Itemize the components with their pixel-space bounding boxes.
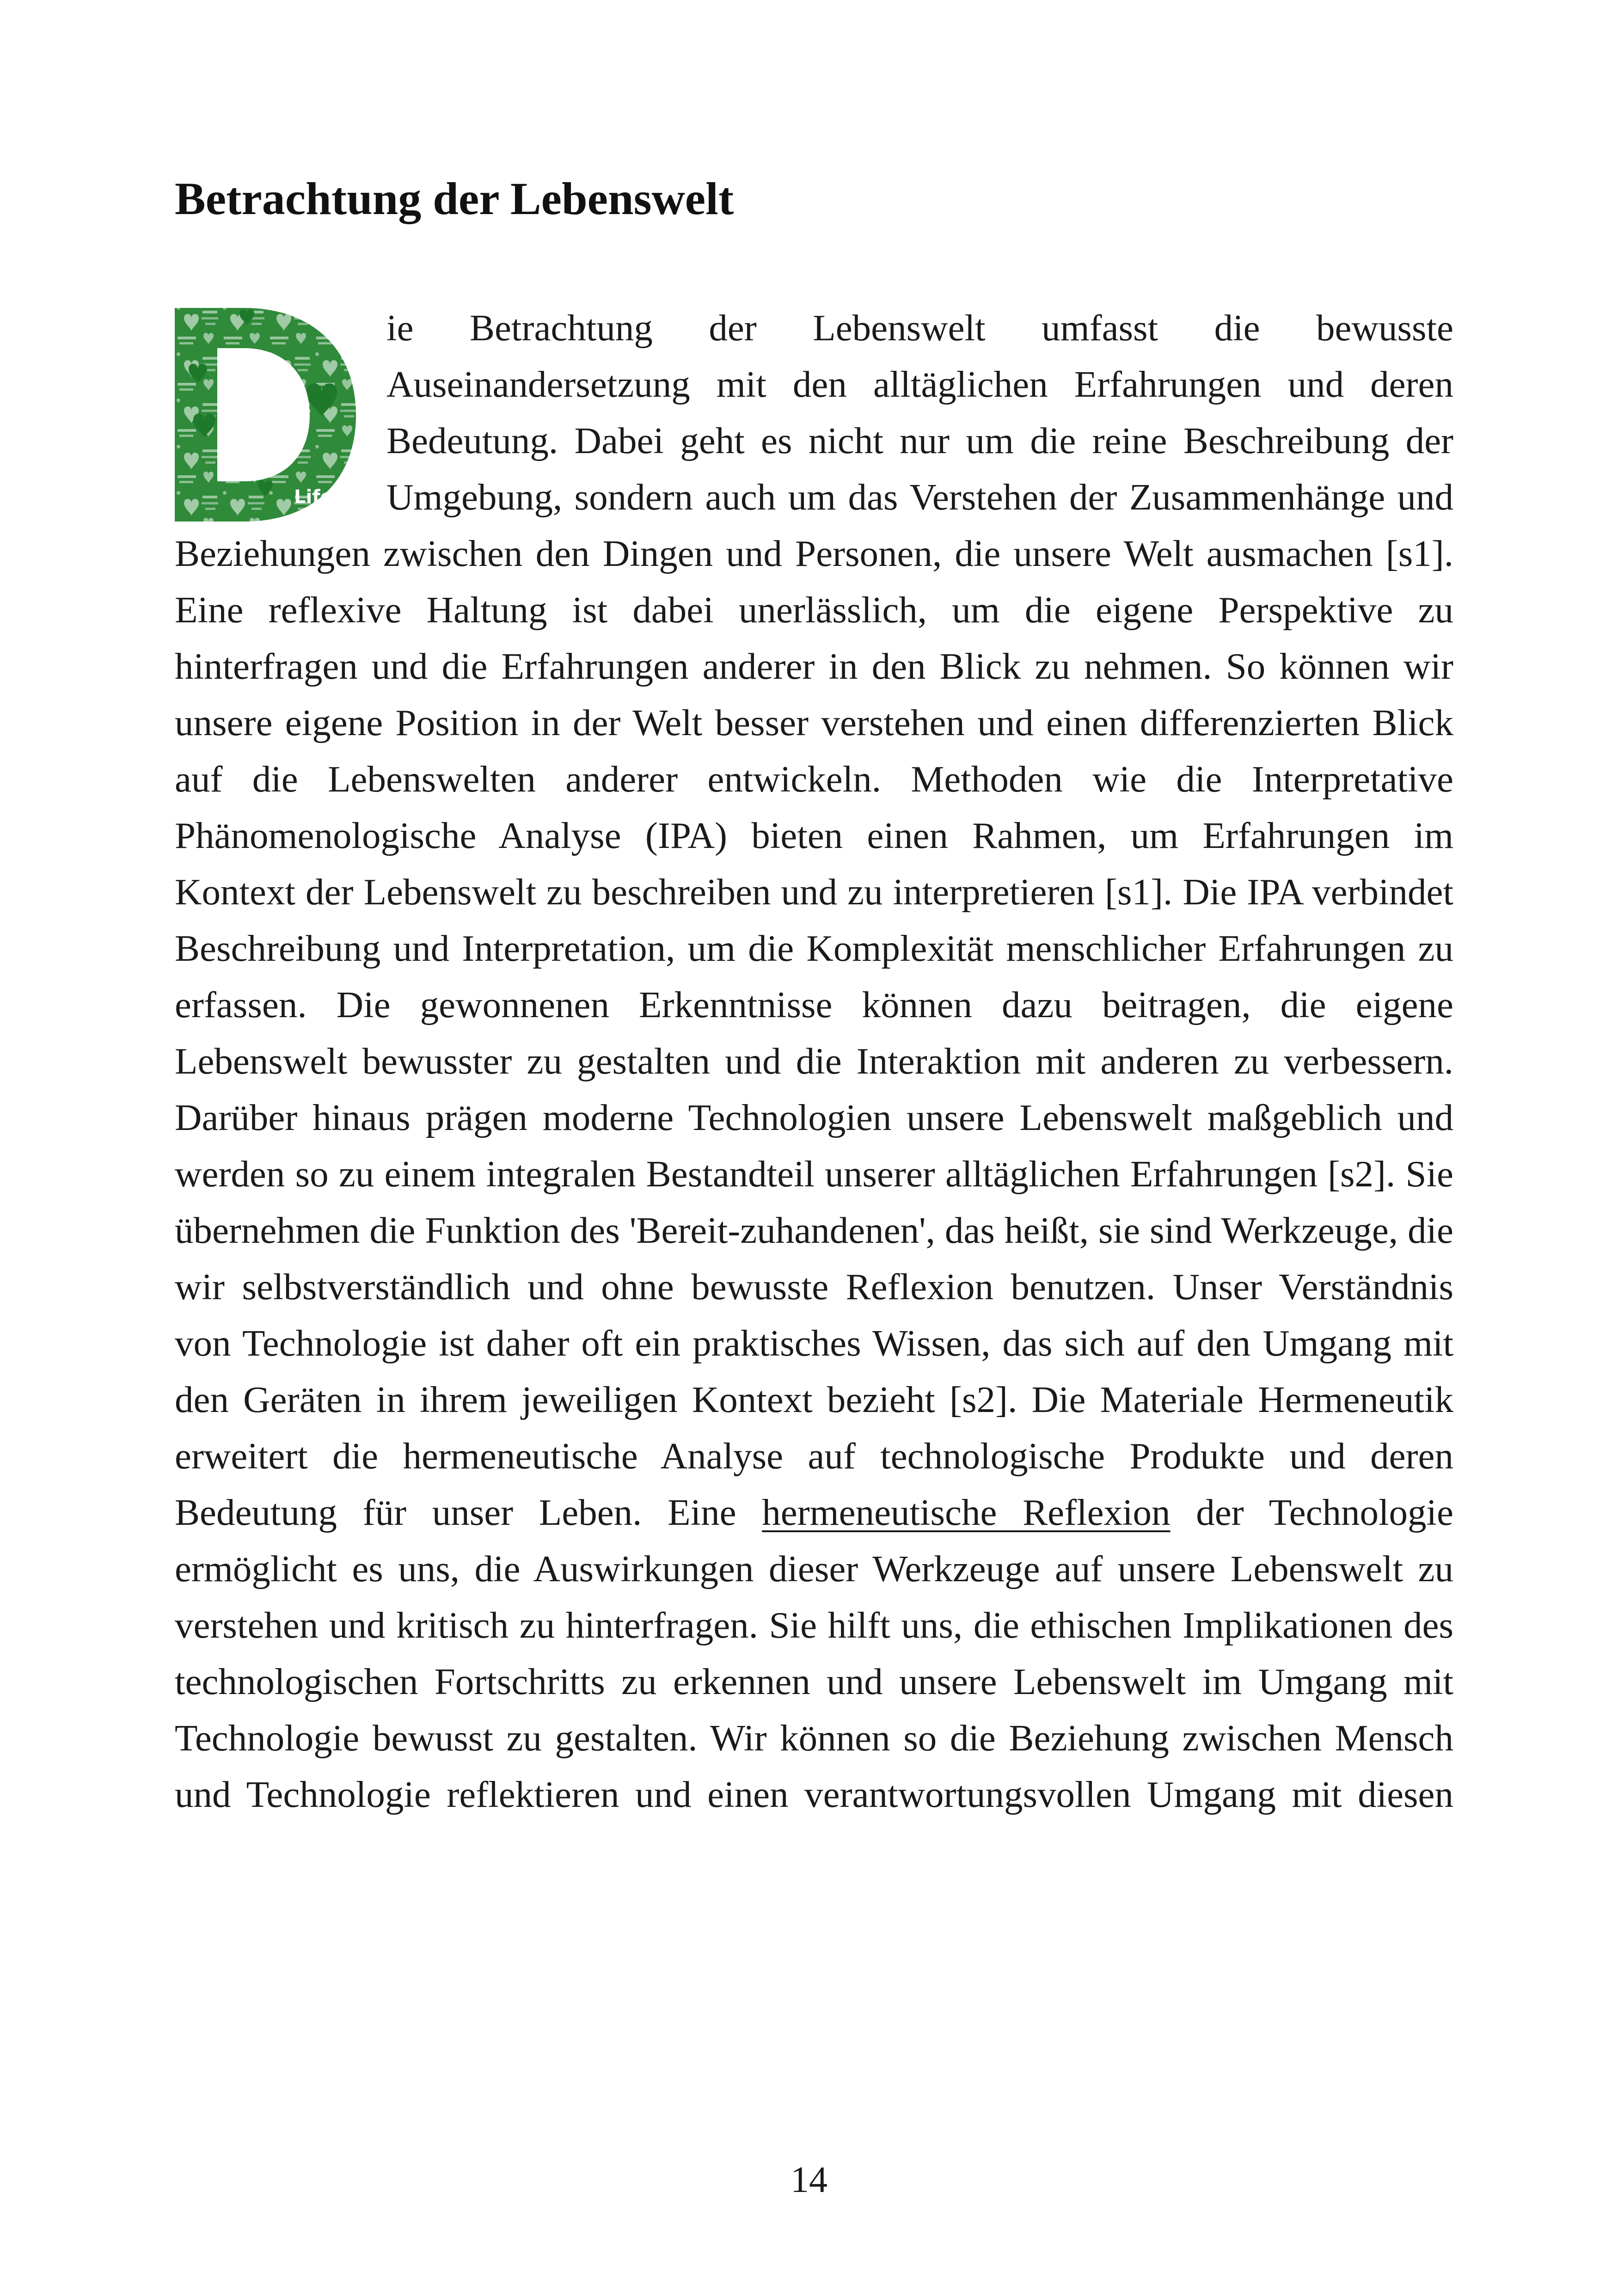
section-title: Betrachtung der Lebenswelt — [175, 173, 734, 224]
dropcap-letter-image — [175, 304, 360, 524]
paragraph-text-part1: ie Betrachtung der Lebenswelt umfasst die bewusste Auseinandersetzung mit den alltäglichen Erfahrungen und deren Bedeutung. Dabei geht es nicht nur um die reine Beschreibung der Umgebung, sondern auch um das Verstehen der Zusammenhänge und Beziehungen zwischen den Dingen und Personen, die unsere Welt ausmachen [s1]. Eine reflexive Haltung ist dabei unerlässlich, um die eigene Perspektive zu hinterfragen und die Erfahrungen anderer in den Blick zu nehmen. So können wir unsere eigene Position in der Welt besser verstehen und einen differenzierten Blick auf die Lebenswelten anderer entwickeln. Methoden wie die Interpretative Phänomenologische Analyse (IPA) bieten einen Rahmen, um Erfahrungen im Kontext der Lebenswelt zu beschreiben und zu interpretieren [s1]. Die IPA verbindet Beschreibung und Interpretation, um die Komplexität menschlicher Erfahrungen zu erfassen. Die gewonnenen Erkenntnisse können dazu beitragen, die eigene Lebenswelt bewusster zu gestalten und die Interaktion mit anderen zu verbessern. Darüber hinaus prägen moderne Technologien unsere Lebenswelt maßgeblich und werden so zu einem integralen Bestandteil unserer alltäglichen Erfahrungen [s2]. Sie übernehmen die Funktion des 'Bereit-zuhandenen', das heißt, sie sind Werkzeuge, die wir selbstverständlich und ohne bewusste Reflexion benutzen. Unser Verständnis von Technologie ist daher oft ein praktisches Wissen, das sich auf den Umgang mit den Geräten in ihrem jeweiligen Kontext bezieht [s2]. Die Materiale Hermeneutik erweitert die hermeneutische Analyse auf technologische Produkte und deren Bedeutung für unser Leben. Eine — [175, 307, 1453, 1533]
hermeneutic-reflection-link[interactable]: hermeneutische Reflexion — [762, 1492, 1171, 1533]
paragraph-text-part2: der Technologie ermöglicht es uns, die Auswirkungen dieser Werkzeuge auf unsere Lebenswelt zu verstehen und kritisch zu hinterfragen. Sie hilft uns, die ethischen Implikationen des technologischen Fortschritts zu erkennen und unsere Lebenswelt im Umgang mit Technologie bewusst zu gestalten. Wir können so die Beziehung zwischen Mensch und Technologie reflektieren und einen verantwortungsvollen Umgang mit diesen — [175, 1492, 1453, 1815]
body-paragraph — [175, 300, 1453, 1823]
page-number: 14 — [791, 2160, 827, 2200]
dropcap-decoration-word: Life — [294, 486, 333, 508]
